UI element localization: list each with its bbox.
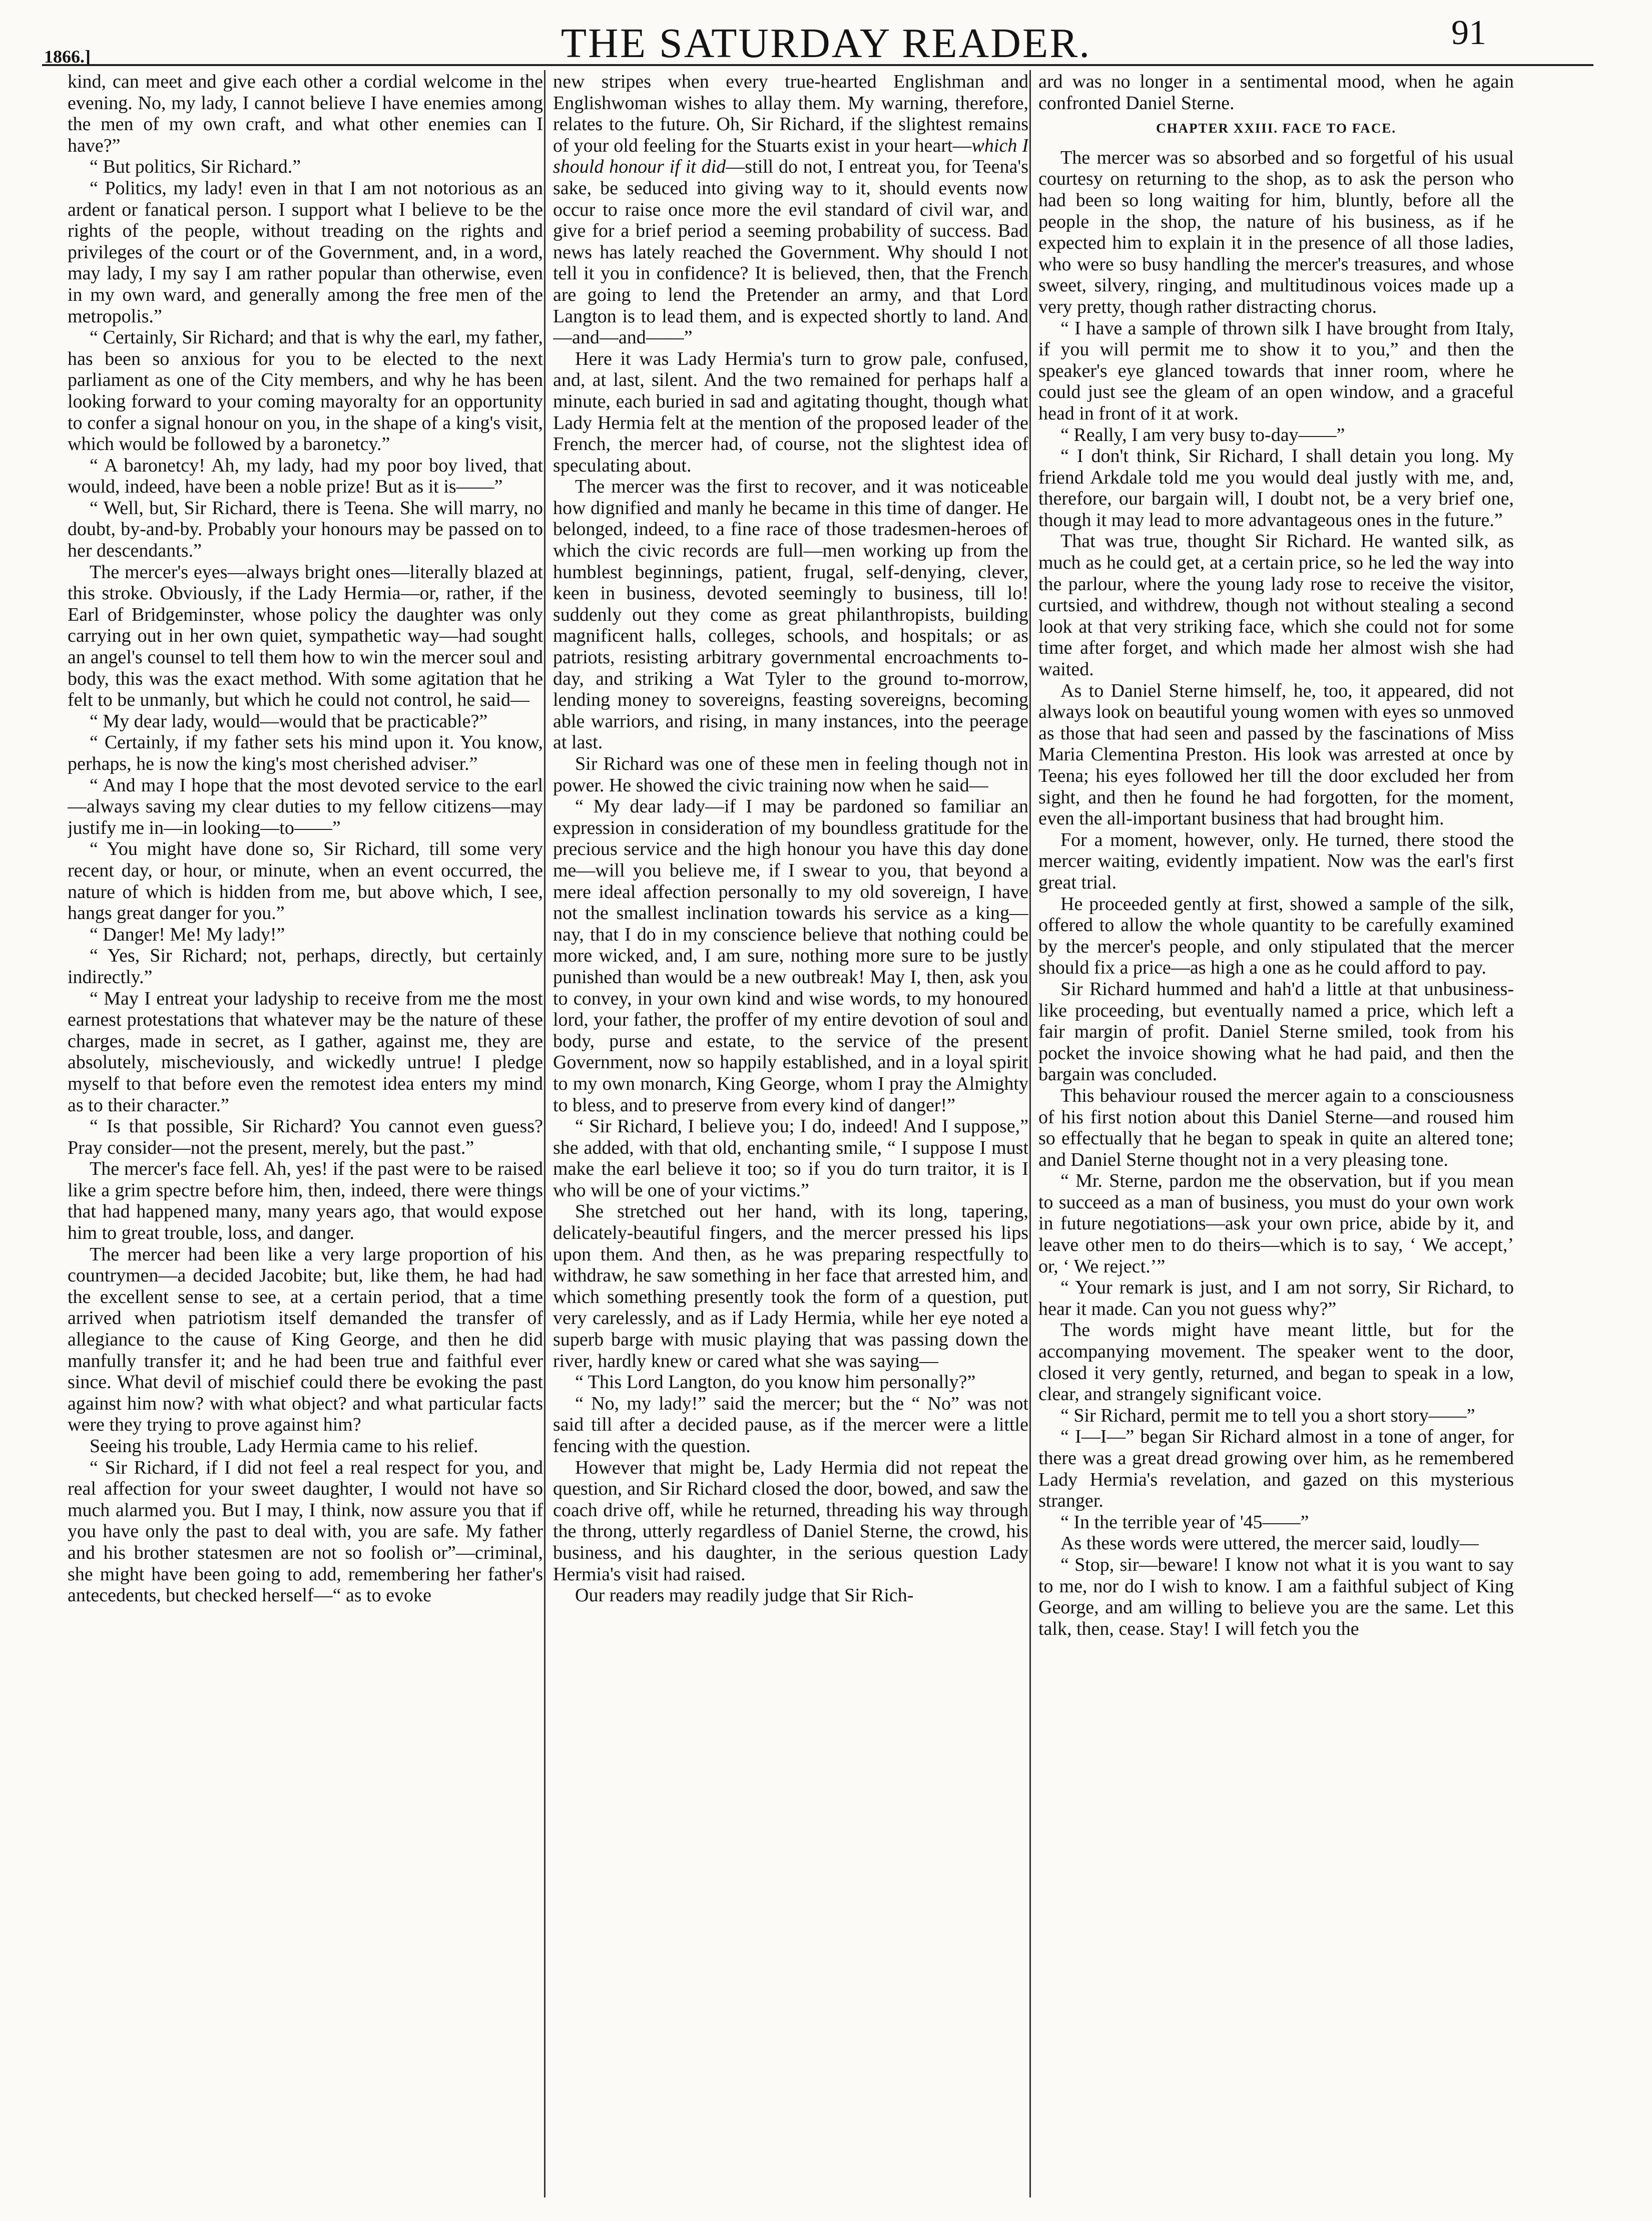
paragraph-text: “ Sir Richard, permit me to tell you a short story——”	[1060, 1405, 1475, 1426]
paragraph	[68, 924, 543, 946]
paragraph	[1038, 1319, 1514, 1405]
chapter-heading: CHAPTER XXIII. FACE TO FACE.	[1156, 121, 1397, 136]
paragraph-text: “ I—I—” began Sir Richard almost in a tone of anger, for there was a great dread growing over him, as he remembered Lady Hermia's revelation, and gazed on this mysterious stranger.	[1038, 1426, 1514, 1512]
paragraph	[68, 71, 543, 156]
italic-phrase: which I should honour if it did	[553, 135, 1028, 178]
paragraph-text: “ Stop, sir—beware! I know not what it is you want to say to me, nor do I wish to know. I am a faithful subject of King George, and am willing to believe you are the same. Let this talk, then, cease. Stay! I will fetch you the	[1038, 1554, 1514, 1639]
paragraph	[68, 498, 543, 562]
paragraph-text: This behaviour roused the mercer again to a consciousness of his first notion about this Daniel Sterne—and roused him so effectually that he began to speak in quite an altered tone; and Daniel Sterne thought not in a very pleasing tone.	[1038, 1085, 1514, 1170]
paragraph-text: “ Sir Richard, if I did not feel a real respect for you, and real affection for your sweet daughter, I would not have so much alarmed you. But I may, I think, now assure you that if you have only the past to deal with, you are safe. My father and his brother statesmen are not so foolish or”—criminal, she might have been going to add, remembering her father's antecedents, but checked herself—“ as to evoke	[68, 1457, 543, 1606]
paragraph	[68, 838, 543, 924]
paragraph-text: “ Mr. Sterne, pardon me the observation, but if you mean to succeed as a man of business, you must do your own work in future negotiations—ask your own price, abide by it, and leave other men to do theirs—which is to say, ‘ We accept,’ or, ‘ We reject.’”	[1038, 1170, 1514, 1277]
paragraph	[1038, 424, 1514, 446]
paragraph	[1038, 829, 1514, 894]
paragraph-text: He proceeded gently at first, showed a sample of the silk, offered to allow the whole quantity to be carefully examined by the mercer's people, and only stipulated that the mercer should fix a price—as high a one as he could afford to pay.	[1038, 893, 1514, 979]
paragraph-text: “ Really, I am very busy to-day——”	[1060, 424, 1345, 446]
paragraph-text: “ No, my lady!” said the mercer; but the “ No” was not said till after a decided pause, as if the mercer were a little fencing with the question.	[553, 1393, 1028, 1457]
paragraph	[1038, 1533, 1514, 1554]
paragraph	[1038, 1405, 1514, 1427]
paragraph-text: “ May I entreat your ladyship to receive from me the most earnest protestations that whatever may be the nature of these charges, made in secret, as I gather, against me, they are absolutely, mischeviously, and wickedly untrue! I pledge myself to that before even the remotest idea enters my mind as to their character.”	[68, 988, 543, 1116]
paragraph	[553, 1116, 1028, 1201]
paragraph	[68, 562, 543, 711]
paragraph-text: The mercer was so absorbed and so forgetful of his usual courtesy on returning to the shop, as to ask the person who had been so long waiting for him, bluntly, before all the people in the shop, the nature of his business, as if he expected him to explain it in the presence of all those ladies, who were so busy handling the mercer's treasures, and whose sweet, silvery, ringing, and multitudinous voices made up a very pretty, though rather distracting chorus.	[1038, 147, 1514, 317]
paragraph	[553, 753, 1028, 796]
paragraph-text: “ My dear lady—if I may be pardoned so familiar an expression in consideration of my boundless gratitude for the precious service and the high honour you have this day done me—will you believe me, if I swear to you, that beyond a mere ideal affection personally to my old sovereign, I have not the smallest inclination towards his service as a king—nay, that I do in my conscience believe that nothing could be more wicked, and, I am sure, nothing more sure to be justly punished than would be a new outbreak! May I, then, ask you to convey, in your own kind and wise words, to my honoured lord, your father, the proffer of my entire devotion of soul and body, purse and estate, to the service of the present Government, now so happily established, and in a loyal spirit to my own monarch, King George, whom I pray the Almighty to bless, and to preserve from every kind of danger!”	[553, 796, 1028, 1116]
paragraph	[1038, 894, 1514, 979]
paragraph	[553, 796, 1028, 1116]
masthead-title: THE SATURDAY READER.	[561, 20, 1091, 67]
paragraph	[68, 1457, 543, 1606]
paragraph-text: “ I don't think, Sir Richard, I shall detain you long. My friend Arkdale told me you would deal justly with me, and, therefore, our bargain will, I doubt not, be a very brief one, though it may lead to more advantageous ones in the future.”	[1038, 446, 1514, 531]
column-rule-2	[1029, 70, 1031, 2197]
paragraph	[1038, 1277, 1514, 1319]
paragraph-text: “ Certainly, if my father sets his mind upon it. You know, perhaps, he is now the king's most cherished adviser.”	[68, 732, 543, 774]
paragraph-text: “ You might have done so, Sir Richard, till some very recent day, or hour, or minute, when an event occurred, the nature of which is hidden from me, but above which, I see, hangs great danger for you.”	[68, 838, 543, 924]
paragraph-text: “ Is that possible, Sir Richard? You cannot even guess? Pray consider—not the present, merely, but the past.”	[68, 1116, 543, 1158]
paragraph-text: —still do not, I entreat you, for Teena's sake, be seduced into giving way to it, should events now occur to raise once more the evil standard of civil war, and give for a brief period a seeming probability of success. Bad news has lately reached the Government. Why should I not tell it you in confidence? It is believed, then, that the French are going to lend the Pretender an army, and that Lord Langton is to lead them, and is expected shortly to land. And—and—and——”	[553, 156, 1028, 348]
paragraph-text: The mercer's eyes—always bright ones—literally blazed at this stroke. Obviously, if the Lady Hermia—or, rather, if the Earl of Bridgeminster, whose policy the daughter was only carrying out in her own quiet, sympathetic way—had sought an angel's counsel to tell them how to win the mercer soul and body, this was the exact method. With some agitation that he felt to be unmanly, but which he could not control, he said—	[68, 561, 543, 711]
paragraph-text: “ A baronetcy! Ah, my lady, had my poor boy lived, that would, indeed, have been a noble prize! But as it is——”	[68, 455, 543, 498]
paragraph	[1038, 446, 1514, 531]
page-number: 91	[1451, 14, 1486, 52]
paragraph-text: The mercer was the first to recover, and it was noticeable how dignified and manly he became in this time of danger. He belonged, indeed, to a fine race of those tradesmen-heroes of which the civic records are full—men working up from the humblest beginnings, patient, frugal, self-denying, clever, keen in business, devoted seemingly to business, till lo! suddenly out they come as great philanthropists, building magnificent halls, colleges, schools, and hospitals; or as patriots, resisting arbitrary governmental encroachments to-day, and striking a Wat Tyler to the ground to-morrow, lending money to sovereigns, feasting sovereigns, becoming able warriors, and rising, in many instances, into the peerage at last.	[553, 476, 1028, 753]
paragraph	[1038, 531, 1514, 680]
paragraph	[1038, 680, 1514, 829]
paragraph-text: “ And may I hope that the most devoted service to the earl—always saving my clear duties to my fellow citizens—may justify me in—in looking—to——”	[68, 774, 543, 838]
paragraph	[553, 1585, 1028, 1606]
paragraph-text: “ Sir Richard, I believe you; I do, indeed! And I suppose,” she added, with that old, enchanting smile, “ I suppose I must make the earl believe it too; so if you do turn traitor, it is I who will be one of your victims.”	[553, 1116, 1028, 1201]
paragraph	[68, 1436, 543, 1457]
paragraph	[553, 71, 1028, 348]
article-column-3	[1038, 71, 1514, 2198]
paragraph-text: “ My dear lady, would—would that be practicable?”	[90, 710, 488, 732]
paragraph-text: The mercer had been like a very large proportion of his countrymen—a decided Jacobite; but, like them, he had had the excellent sense to see, at a certain period, that a time arrived when patriotism itself demanded the transfer of allegiance to the cause of King George, and then he did manfully transfer it; and he had been true and faithful ever since. What devil of mischief could there be evoking the past against him now? with what object? and what particular facts were they trying to prove against him?	[68, 1243, 543, 1436]
paragraph	[68, 156, 543, 178]
header-rule	[42, 64, 1593, 66]
paragraph	[68, 775, 543, 839]
paragraph-text: kind, can meet and give each other a cordial welcome in the evening. No, my lady, I cannot believe I have enemies among the men of my own craft, and what other enemies can I have?”	[68, 71, 543, 156]
paragraph	[68, 732, 543, 774]
paragraph	[68, 945, 543, 988]
paragraph-text: “ Well, but, Sir Richard, there is Teena. She will marry, no doubt, by-and-by. Probably your honours may be passed on to her descendants.”	[68, 497, 543, 562]
paragraph	[553, 1201, 1028, 1372]
paragraph-text: Here it was Lady Hermia's turn to grow pale, confused, and, at last, silent. And the two remained for perhaps half a minute, each buried in sad and agitating thought, though what Lady Hermia felt at the mention of the proposed leader of the French, the mercer had, of course, not the slightest idea of speculating about.	[553, 348, 1028, 476]
paragraph-text: “ This Lord Langton, do you know him personally?”	[575, 1372, 976, 1393]
paragraph-text: “ Politics, my lady! even in that I am not notorious as an ardent or fanatical person. I support what I believe to be the rights of the people, without treading on the rights and privileges of the court or of the Government, and, in a word, may lady, I my say I am rather popular than otherwise, even in my own ward, and generally among the free men of the metropolis.”	[68, 177, 543, 327]
paragraph	[553, 1457, 1028, 1585]
paragraph-text: “ Your remark is just, and I am not sorry, Sir Richard, to hear it made. Can you not guess why?”	[1038, 1277, 1514, 1319]
paragraph-text: Seeing his trouble, Lady Hermia came to his relief.	[90, 1436, 478, 1457]
paragraph-text: new stripes when every true-hearted Englishman and Englishwoman wishes to allay them. My warning, therefore, relates to the future. Oh, Sir Richard, if the slightest remains of your old feeling for the Stuarts exist in your heart—	[553, 71, 1028, 156]
issue-year: 1866.]	[44, 47, 91, 67]
paragraph	[1038, 147, 1514, 318]
paragraph-text: Sir Richard was one of these men in feeling though not in power. He showed the civic training now when he said—	[553, 753, 1028, 796]
paragraph-text: However that might be, Lady Hermia did not repeat the question, and Sir Richard closed the door, bowed, and saw the coach drive off, while he returned, threading his way through the throng, utterly regardless of Daniel Sterne, the crowd, his business, and his daughter, in the serious question Lady Hermia's visit had raised.	[553, 1457, 1028, 1585]
paragraph-text: “ Certainly, Sir Richard; and that is why the earl, my father, has been so anxious for you to be elected to the next parliament as one of the City members, and why he has been looking forward to your coming mayoralty for an opportunity to confer a signal honour on you, in the shape of a king's visit, which would be followed by a baronetcy.”	[68, 327, 543, 455]
paragraph	[553, 348, 1028, 477]
paragraph-text: The mercer's face fell. Ah, yes! if the past were to be raised like a grim spectre before him, then, indeed, there were things that had happened many, many years ago, that would expose him to great trouble, loss, and danger.	[68, 1158, 543, 1244]
paragraph-text: “ Yes, Sir Richard; not, perhaps, directly, but certainly indirectly.”	[68, 945, 543, 988]
paragraph-text: “ I have a sample of thrown silk I have brought from Italy, if you will permit me to show it to you,” and then the speaker's eye glanced towards that inner room, where he could just see the gleam of an open window, and a graceful head in front of it at work.	[1038, 317, 1514, 424]
column-rule-1	[544, 70, 545, 2197]
paragraph-text: As these words were uttered, the mercer said, loudly—	[1060, 1533, 1479, 1554]
paragraph	[553, 1393, 1028, 1457]
paragraph	[1038, 979, 1514, 1085]
paragraph	[68, 178, 543, 327]
paragraph	[1038, 1512, 1514, 1533]
paragraph	[553, 1372, 1028, 1393]
paragraph	[1038, 1170, 1514, 1277]
paragraph-text: That was true, thought Sir Richard. He wanted silk, as much as he could get, at a certain price, so he led the way into the parlour, where the young lady rose to receive the visitor, curtsied, and withdrew, though not without stealing a second look at that very striking face, which she could not for some time after forget, and which made her almost wish she had waited.	[1038, 531, 1514, 680]
paragraph	[1038, 1554, 1514, 1639]
paragraph	[68, 711, 543, 732]
paragraph	[1038, 71, 1514, 114]
paragraph	[1038, 318, 1514, 424]
paragraph-text: Our readers may readily judge that Sir Rich-	[575, 1585, 914, 1606]
paragraph-text: As to Daniel Sterne himself, he, too, it appeared, did not always look on beautiful young women with eyes so unmoved as those that had seen and passed by the fascinations of Miss Maria Clementina Preston. His look was arrested at once by Teena; his eyes followed her till the door excluded her from sight, and then he found he had forgotten, for the moment, even the all-important business that had brought him.	[1038, 680, 1514, 829]
article-column-1	[68, 71, 543, 2198]
paragraph	[1038, 1085, 1514, 1170]
article-column-2	[553, 71, 1028, 2198]
paragraph-text: “ In the terrible year of '45——”	[1060, 1511, 1309, 1533]
paragraph	[68, 988, 543, 1116]
paragraph-text: Sir Richard hummed and hah'd a little at that unbusiness-like proceeding, but eventually named a price, which left a fair margin of profit. Daniel Sterne smiled, took from his pocket the invoice showing what he had paid, and then the bargain was concluded.	[1038, 978, 1514, 1085]
paragraph-text: “ But politics, Sir Richard.”	[90, 156, 301, 178]
paragraph	[1038, 1426, 1514, 1511]
paragraph	[68, 455, 543, 498]
paragraph-text: She stretched out her hand, with its long, tapering, delicately-beautiful fingers, and the mercer pressed his lips upon them. And then, as he was preparing respectfully to withdraw, he saw something in her face that arrested him, and which something presently took the form of a question, put very carelessly, and as if Lady Hermia, while her eye noted a superb barge with music playing that was passing down the river, hardly knew or cared what she was saying—	[553, 1201, 1028, 1372]
paragraph-text: For a moment, however, only. He turned, there stood the mercer waiting, evidently impatient. Now was the earl's first great trial.	[1038, 829, 1514, 893]
paragraph	[68, 327, 543, 455]
paragraph	[68, 1116, 543, 1158]
paragraph-text: “ Danger! Me! My lady!”	[90, 924, 285, 945]
paragraph-text: ard was no longer in a sentimental mood, when he again confronted Daniel Sterne.	[1038, 71, 1514, 114]
paragraph	[68, 1244, 543, 1436]
paragraph	[553, 476, 1028, 753]
page-header	[0, 0, 1652, 67]
paragraph-text: The words might have meant little, but for the accompanying movement. The speaker went to the door, closed it very gently, returned, and began to speak in a low, clear, and strangely significant voice.	[1038, 1319, 1514, 1405]
paragraph	[68, 1158, 543, 1243]
